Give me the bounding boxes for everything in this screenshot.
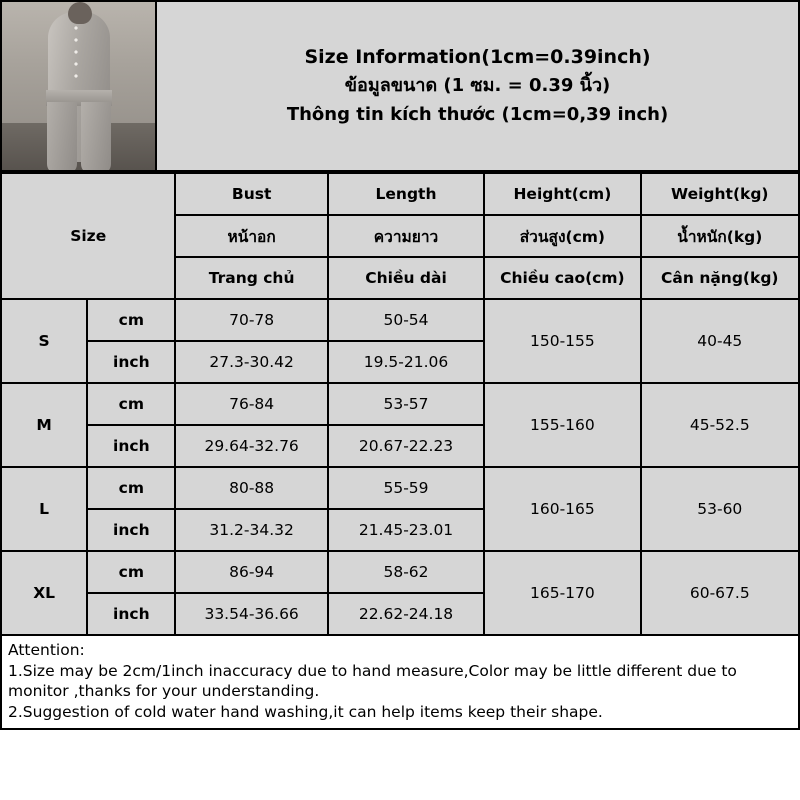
attention-line-1: 1.Size may be 2cm/1inch inaccuracy due to hand measure,Color may be little different due to monitor ,thanks for your understanding. bbox=[8, 661, 737, 701]
cell-length-cm-s: 50-54 bbox=[328, 299, 484, 341]
header-length-th: ความยาว bbox=[328, 215, 484, 257]
table-header-row-en bbox=[1, 173, 799, 215]
cell-weight-m: 45-52.5 bbox=[641, 383, 799, 467]
cell-bust-inch-m: 29.64-32.76 bbox=[175, 425, 327, 467]
row-size-l: L bbox=[1, 467, 87, 551]
row-unit-cm: cm bbox=[87, 467, 175, 509]
cell-length-cm-l: 55-59 bbox=[328, 467, 484, 509]
cell-length-inch-xl: 22.62-24.18 bbox=[328, 593, 484, 635]
cell-height-m: 155-160 bbox=[484, 383, 640, 467]
attention-heading: Attention: bbox=[8, 641, 85, 659]
cell-bust-cm-s: 70-78 bbox=[175, 299, 327, 341]
cell-length-cm-xl: 58-62 bbox=[328, 551, 484, 593]
title-block bbox=[157, 2, 798, 170]
row-unit-inch: inch bbox=[87, 425, 175, 467]
title-line-vi: Thông tin kích thước (1cm=0,39 inch) bbox=[286, 103, 669, 125]
row-size-xl: XL bbox=[1, 551, 87, 635]
attention-block bbox=[0, 636, 800, 730]
cell-bust-cm-l: 80-88 bbox=[175, 467, 327, 509]
row-size-m: M bbox=[1, 383, 87, 467]
header-weight-en: Weight(kg) bbox=[641, 173, 799, 215]
cell-length-cm-m: 53-57 bbox=[328, 383, 484, 425]
title-line-th: ข้อมูลขนาด (1 ซม. = 0.39 นิ้ว) bbox=[344, 75, 611, 97]
header-weight-th: น้ำหนัก(kg) bbox=[641, 215, 799, 257]
row-unit-inch: inch bbox=[87, 509, 175, 551]
row-unit-inch: inch bbox=[87, 593, 175, 635]
cell-height-xl: 165-170 bbox=[484, 551, 640, 635]
row-size-s: S bbox=[1, 299, 87, 383]
model-leg-left bbox=[47, 102, 77, 170]
model-leg-right bbox=[81, 102, 111, 170]
row-unit-cm: cm bbox=[87, 299, 175, 341]
header-height-en: Height(cm) bbox=[484, 173, 640, 215]
cell-length-inch-m: 20.67-22.23 bbox=[328, 425, 484, 467]
cell-height-s: 150-155 bbox=[484, 299, 640, 383]
size-table bbox=[0, 172, 800, 636]
header-weight-vi: Cân nặng(kg) bbox=[641, 257, 799, 299]
model-head bbox=[68, 2, 92, 24]
cell-bust-inch-l: 31.2-34.32 bbox=[175, 509, 327, 551]
row-unit-inch: inch bbox=[87, 341, 175, 383]
table-row bbox=[1, 383, 799, 425]
cell-length-inch-s: 19.5-21.06 bbox=[328, 341, 484, 383]
header-length-vi: Chiều dài bbox=[328, 257, 484, 299]
title-line-en: Size Information(1cm=0.39inch) bbox=[304, 45, 651, 68]
cell-height-l: 160-165 bbox=[484, 467, 640, 551]
header-band bbox=[0, 0, 800, 172]
table-row bbox=[1, 467, 799, 509]
table-row bbox=[1, 551, 799, 593]
cell-bust-inch-s: 27.3-30.42 bbox=[175, 341, 327, 383]
header-bust-vi: Trang chủ bbox=[175, 257, 327, 299]
product-photo bbox=[2, 2, 157, 170]
header-height-th: ส่วนสูง(cm) bbox=[484, 215, 640, 257]
cell-bust-inch-xl: 33.54-36.66 bbox=[175, 593, 327, 635]
cell-bust-cm-xl: 86-94 bbox=[175, 551, 327, 593]
row-unit-cm: cm bbox=[87, 551, 175, 593]
cell-length-inch-l: 21.45-23.01 bbox=[328, 509, 484, 551]
header-size-cell: Size bbox=[1, 173, 175, 299]
cell-bust-cm-m: 76-84 bbox=[175, 383, 327, 425]
row-unit-cm: cm bbox=[87, 383, 175, 425]
cell-weight-s: 40-45 bbox=[641, 299, 799, 383]
header-bust-th: หน้าอก bbox=[175, 215, 327, 257]
header-height-vi: Chiều cao(cm) bbox=[484, 257, 640, 299]
table-row bbox=[1, 299, 799, 341]
button-placket-icon bbox=[74, 24, 78, 80]
cell-weight-xl: 60-67.5 bbox=[641, 551, 799, 635]
header-bust-en: Bust bbox=[175, 173, 327, 215]
header-length-en: Length bbox=[328, 173, 484, 215]
attention-line-2: 2.Suggestion of cold water hand washing,it can help items keep their shape. bbox=[8, 702, 603, 721]
cell-weight-l: 53-60 bbox=[641, 467, 799, 551]
